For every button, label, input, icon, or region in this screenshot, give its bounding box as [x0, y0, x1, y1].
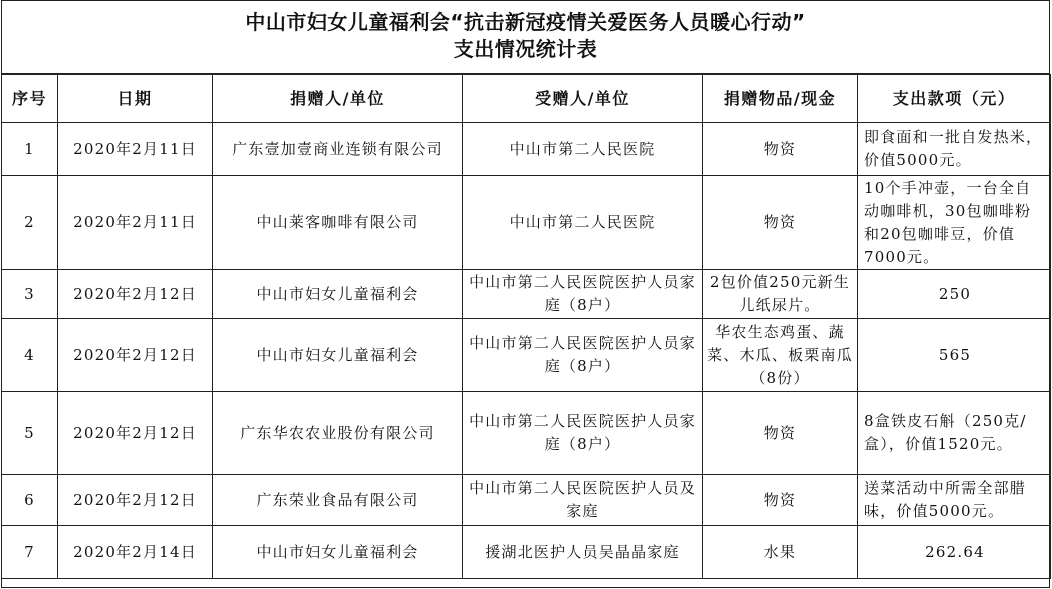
cell-date: 2020年2月12日: [58, 319, 213, 392]
cell-recipient: 中山市第二人民医院医护人员家庭（8户）: [463, 270, 703, 319]
table-row: [2, 475, 1051, 526]
cell-no: 3: [2, 270, 58, 319]
expenditure-table: [1, 74, 1051, 579]
cell-donor: 中山市妇女儿童福利会: [213, 319, 463, 392]
table-row: [2, 526, 1051, 579]
cell-recipient: 中山市第二人民医院医护人员及家庭: [463, 475, 703, 526]
table-row: [2, 392, 1051, 475]
header-donor: 捐赠人/单位: [213, 75, 463, 123]
cell-amount: 10个手冲壶，一台全自动咖啡机，30包咖啡粉和20包咖啡豆，价值7000元。: [858, 176, 1051, 270]
table-row: [2, 319, 1051, 392]
cell-recipient: 中山市第二人民医院医护人员家庭（8户）: [463, 392, 703, 475]
cell-item: 2包价值250元新生儿纸尿片。: [703, 270, 858, 319]
cell-no: 4: [2, 319, 58, 392]
cell-no: 5: [2, 392, 58, 475]
cell-date: 2020年2月11日: [58, 176, 213, 270]
table-row: [2, 176, 1051, 270]
cell-recipient: 中山市第二人民医院: [463, 123, 703, 176]
cell-donor: 广东荣业食品有限公司: [213, 475, 463, 526]
cell-date: 2020年2月11日: [58, 123, 213, 176]
cell-no: 2: [2, 176, 58, 270]
cell-no: 6: [2, 475, 58, 526]
cell-donor: 广东壹加壹商业连锁有限公司: [213, 123, 463, 176]
cell-donor: 中山市妇女儿童福利会: [213, 270, 463, 319]
cell-date: 2020年2月12日: [58, 392, 213, 475]
header-item: 捐赠物品/现金: [703, 75, 858, 123]
cell-recipient: 中山市第二人民医院: [463, 176, 703, 270]
header-date: 日期: [58, 75, 213, 123]
cell-item: 华农生态鸡蛋、蔬菜、木瓜、板栗南瓜（8份）: [703, 319, 858, 392]
document-title: [2, 1, 1049, 74]
cell-donor: 广东华农农业股份有限公司: [213, 392, 463, 475]
title-line-2: 支出情况统计表: [453, 37, 598, 61]
header-recipient: 受赠人/单位: [463, 75, 703, 123]
cell-amount: 565: [858, 319, 1051, 392]
header-amount: 支出款项（元）: [858, 75, 1051, 123]
cell-donor: 中山市妇女儿童福利会: [213, 526, 463, 579]
cell-amount: 250: [858, 270, 1051, 319]
cell-date: 2020年2月14日: [58, 526, 213, 579]
cell-donor: 中山莱客咖啡有限公司: [213, 176, 463, 270]
cell-item: 物资: [703, 392, 858, 475]
cell-item: 物资: [703, 176, 858, 270]
cell-amount: 8盒铁皮石斛（250克/盒），价值1520元。: [858, 392, 1051, 475]
table-row: [2, 123, 1051, 176]
cell-recipient: 中山市第二人民医院医护人员家庭（8户）: [463, 319, 703, 392]
header-row: [2, 75, 1051, 123]
cell-item: 物资: [703, 123, 858, 176]
table-row: [2, 270, 1051, 319]
cell-amount: 即食面和一批自发热米，价值5000元。: [858, 123, 1051, 176]
cell-date: 2020年2月12日: [58, 270, 213, 319]
cell-no: 7: [2, 526, 58, 579]
cell-amount: 送菜活动中所需全部腊味，价值5000元。: [858, 475, 1051, 526]
cell-recipient: 援湖北医护人员吴晶晶家庭: [463, 526, 703, 579]
cell-item: 水果: [703, 526, 858, 579]
cell-date: 2020年2月12日: [58, 475, 213, 526]
cell-amount: 262.64: [858, 526, 1051, 579]
cell-item: 物资: [703, 475, 858, 526]
title-line-1: 中山市妇女儿童福利会“抗击新冠疫情关爱医务人员暖心行动”: [245, 10, 806, 34]
statistics-sheet: [1, 0, 1050, 588]
header-no: 序号: [2, 75, 58, 123]
cell-no: 1: [2, 123, 58, 176]
